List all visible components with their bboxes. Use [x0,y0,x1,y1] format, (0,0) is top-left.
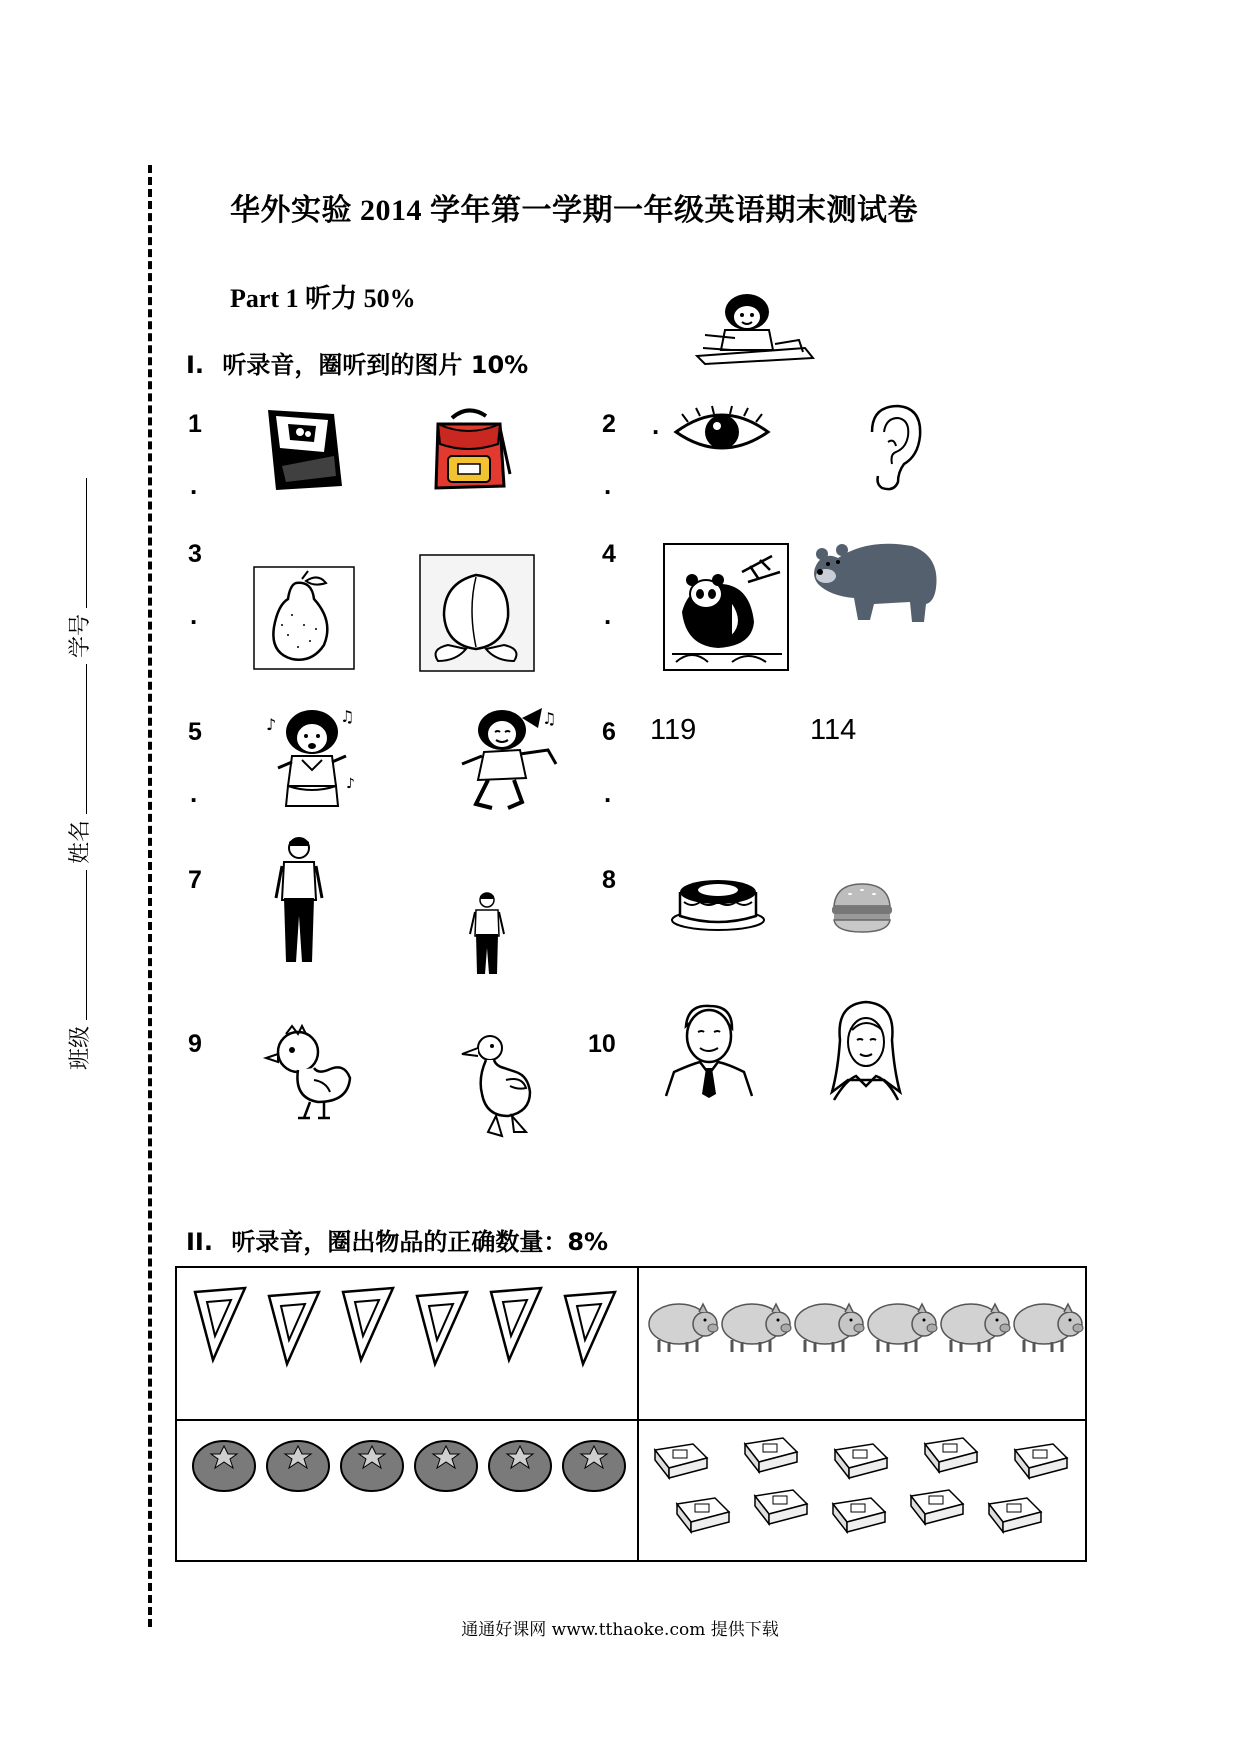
girl-dancing-icon[interactable] [452,704,570,814]
eraser-icon [1009,1440,1071,1480]
eraser-icon [983,1494,1045,1534]
table-vertical-divider [637,1268,639,1560]
svg-text:♫: ♫ [542,709,557,728]
cell-oranges[interactable] [187,1438,627,1508]
girl-listening-icon [695,290,817,366]
section1-heading [186,345,528,380]
pig-icon [1010,1294,1084,1360]
counting-table [175,1266,1087,1562]
section2-roman: II. [186,1228,213,1256]
svg-text:♫: ♫ [340,707,355,726]
section2-heading [186,1222,608,1257]
panda-icon[interactable] [662,542,790,672]
class-label: 班级 [68,1025,93,1070]
section1-text: 听录音，圈听到的图片 10% [222,351,529,379]
peach-icon[interactable] [418,553,536,673]
question-number-4: 4 . [602,540,616,630]
option-119[interactable]: 119 [650,714,697,746]
tall-man-icon[interactable] [274,836,324,968]
eraser-icon [749,1486,811,1526]
cell-set-squares[interactable] [187,1286,627,1376]
eraser-icon [827,1494,889,1534]
orange-icon [561,1438,627,1494]
svg-text:♪: ♪ [266,715,277,734]
eye-icon[interactable] [672,404,772,460]
question-number-9: 9 [188,1030,202,1058]
girl-singing-icon[interactable] [262,706,362,814]
footer-text: 通通好课网 www.tthaoke.com 提供下载 [461,1620,779,1640]
question-number-6: 6 . [602,718,616,808]
id-blank[interactable] [84,478,87,608]
orange-icon [487,1438,553,1494]
eraser-icon [905,1486,967,1526]
orange-icon [413,1438,479,1494]
hamburger-icon[interactable] [828,880,896,936]
eraser-icon [919,1434,981,1474]
question-number-5: 5 . [188,718,202,808]
set-square-icon [191,1286,249,1364]
bear-icon[interactable] [808,538,944,624]
question-number-2: 2 . [602,410,616,500]
pig-icon [864,1294,938,1360]
section1-roman: I. [186,351,205,379]
question-number-7: 7 [188,866,202,894]
pig-icon [937,1294,1011,1360]
cell-erasers[interactable] [643,1428,1083,1548]
woman-icon[interactable] [826,1000,906,1102]
set-square-icon [561,1290,619,1368]
name-blank[interactable] [84,664,87,814]
class-blank[interactable] [84,870,87,1020]
book-icon[interactable] [262,406,346,492]
orange-icon [191,1438,257,1494]
short-man-icon[interactable] [468,892,506,978]
orange-icon [339,1438,405,1494]
man-icon[interactable] [662,1002,754,1098]
name-label: 姓名 [68,819,93,864]
eraser-icon [671,1494,733,1534]
binding-margin-dashed-line [148,165,152,1627]
svg-text:♪: ♪ [346,776,355,792]
question-number-1: 1 . [188,410,202,500]
pig-icon [718,1294,792,1360]
eraser-icon [739,1434,801,1474]
pig-icon [791,1294,865,1360]
duck-icon[interactable] [456,1032,540,1142]
student-info-side [63,472,94,1070]
section2-text: 听录音，圈出物品的正确数量：8% [231,1228,609,1256]
question-number-8: 8 [602,866,616,894]
question-number-3: 3 . [188,540,202,630]
cell-pigs[interactable] [643,1294,1083,1364]
chick-icon[interactable] [258,1022,362,1122]
ear-icon[interactable] [858,402,926,494]
set-square-icon [339,1286,397,1364]
option-114[interactable]: 114 [810,714,857,746]
cake-icon[interactable] [668,870,768,932]
set-square-icon [265,1290,323,1368]
orange-icon [265,1438,331,1494]
eraser-icon [649,1440,711,1480]
part-heading: Part 1 听力 50% [230,284,416,313]
set-square-icon [413,1290,471,1368]
pig-icon [645,1294,719,1360]
table-horizontal-divider [177,1419,1085,1421]
eraser-icon [829,1440,891,1480]
id-label: 学号 [68,613,93,658]
schoolbag-icon[interactable] [428,404,512,494]
question-2-dot: . [652,410,660,440]
set-square-icon [487,1286,545,1364]
question-number-10: 10 [588,1030,616,1058]
exam-title: 华外实验 2014 学年第一学期一年级英语期末测试卷 [230,194,918,227]
pear-icon[interactable] [252,565,356,671]
